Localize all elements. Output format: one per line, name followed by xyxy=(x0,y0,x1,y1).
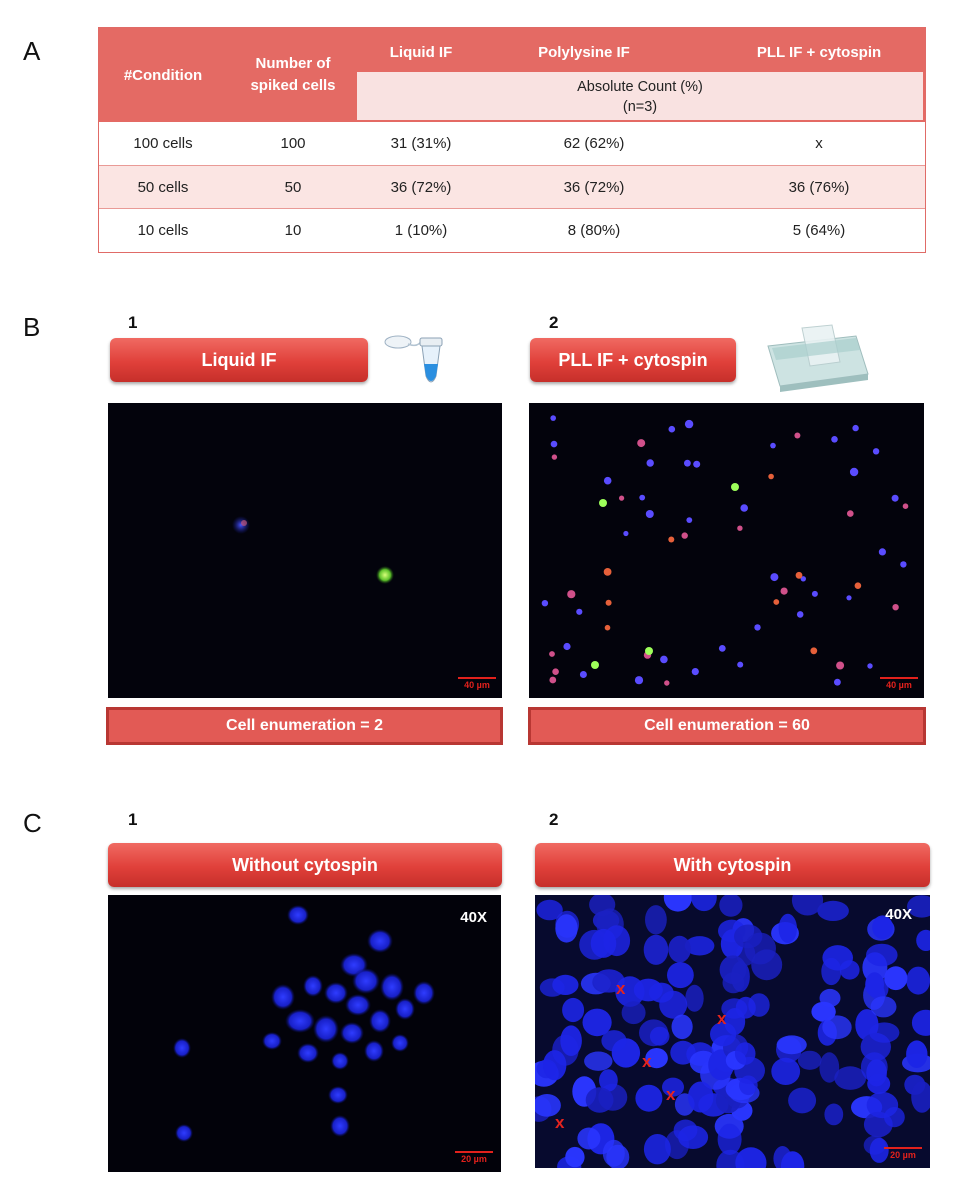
nucleus xyxy=(555,914,577,942)
cell-dot xyxy=(685,420,693,428)
magnification-label: 40X xyxy=(460,909,487,926)
excluded-cell-marker: x xyxy=(666,1085,676,1104)
pll-cytospin-banner: PLL IF + cytospin xyxy=(530,338,736,382)
cell-dot xyxy=(637,439,645,447)
cell-dot xyxy=(692,668,699,675)
nucleus xyxy=(884,966,907,990)
nucleus xyxy=(650,1027,670,1046)
cell-dot xyxy=(605,625,611,631)
magnification-label: 40X xyxy=(885,906,912,923)
cell-spiked: 50 xyxy=(284,179,302,196)
cell-dot xyxy=(847,510,854,517)
excluded-cell-marker: x xyxy=(642,1052,652,1071)
header-spiked-line1: Number of xyxy=(255,55,331,72)
cytospin-slide-icon xyxy=(762,322,874,402)
with-cytospin-micrograph xyxy=(535,895,930,1168)
cell-dot xyxy=(604,568,612,576)
cell-dot xyxy=(669,426,676,433)
cell-dot xyxy=(834,679,841,686)
cell-dot xyxy=(770,443,776,449)
panel-b-2-number: 2 xyxy=(549,313,559,332)
scale-bar-label: 40 µm xyxy=(886,680,912,690)
cell-liquid: 36 (72%) xyxy=(390,179,452,196)
results-table xyxy=(98,27,926,253)
nucleus xyxy=(916,930,930,951)
nucleus xyxy=(540,978,565,996)
nucleus xyxy=(822,1015,851,1039)
cell-dot xyxy=(580,671,587,678)
cell-pll: x xyxy=(815,135,823,152)
pll-cytospin-micrograph xyxy=(529,403,924,698)
cell-dot xyxy=(552,668,559,675)
header-condition: #Condition xyxy=(123,67,203,84)
liquid-if-micrograph xyxy=(108,403,502,698)
nucleus xyxy=(751,949,782,980)
nucleus xyxy=(674,1120,698,1142)
cell-dot xyxy=(768,474,774,480)
cell-pll: 5 (64%) xyxy=(792,222,846,239)
cell-dot xyxy=(810,647,817,654)
absolute-count-subheader xyxy=(357,72,923,120)
scale-bar xyxy=(455,1151,493,1164)
cell-dot xyxy=(606,600,612,606)
cell-polylysine: 62 (62%) xyxy=(563,135,625,152)
panel-c-1-number: 1 xyxy=(128,810,138,829)
table-row xyxy=(99,122,925,165)
nucleus xyxy=(667,962,694,988)
cell-dot xyxy=(550,415,556,421)
cell-dot xyxy=(737,662,743,668)
nucleus xyxy=(586,1087,614,1112)
nucleus xyxy=(820,989,841,1007)
cell-dot xyxy=(682,532,688,538)
cell-dot xyxy=(604,477,612,485)
scale-bar-label: 20 µm xyxy=(890,1150,916,1160)
cell-dot xyxy=(797,611,804,618)
cell-dot xyxy=(668,537,674,543)
cell-dot xyxy=(549,677,556,684)
nucleus xyxy=(591,929,617,958)
nucleus xyxy=(869,1022,899,1042)
cell-dot xyxy=(549,651,555,657)
nucleus xyxy=(577,1128,600,1150)
table-row xyxy=(99,165,925,208)
cell-dot xyxy=(770,573,778,581)
nucleus xyxy=(824,1104,843,1126)
cell-dot xyxy=(693,461,700,468)
cell-dot xyxy=(836,662,844,670)
nucleus xyxy=(688,1082,714,1113)
nucleus xyxy=(798,1051,822,1070)
cell-dot xyxy=(664,680,669,685)
panel-label-c: C xyxy=(23,808,42,838)
header-pll-cytospin: PLL IF + cytospin xyxy=(756,44,882,61)
nucleus xyxy=(536,900,562,921)
nucleus xyxy=(865,972,884,997)
nucleus xyxy=(866,944,898,967)
without-cytospin-banner: Without cytospin xyxy=(108,843,502,887)
cell-pll: 36 (76%) xyxy=(788,179,850,196)
nucleus xyxy=(735,1147,766,1168)
nucleus xyxy=(691,895,717,911)
cell-dot xyxy=(852,425,858,431)
liquid-if-banner: Liquid IF xyxy=(110,338,368,382)
nucleus xyxy=(601,1030,626,1051)
cell-dot xyxy=(855,582,862,589)
cell-dot xyxy=(879,548,886,555)
nucleus xyxy=(543,1050,566,1080)
panel-label-b: B xyxy=(23,312,41,342)
subheader-line2: (n=3) xyxy=(622,99,658,115)
nucleus xyxy=(668,936,691,963)
cell-spiked: 100 xyxy=(280,135,306,152)
excluded-cell-marker: x xyxy=(555,1113,565,1132)
cell-polylysine: 8 (80%) xyxy=(567,222,621,239)
nucleus xyxy=(622,1001,646,1024)
cell-dot xyxy=(831,436,838,443)
cell-dot xyxy=(781,588,788,595)
scale-bar xyxy=(880,677,918,690)
without-cytospin-micrograph xyxy=(108,895,501,1172)
nucleus xyxy=(777,1035,807,1054)
nucleus xyxy=(565,1147,584,1167)
cell-dot xyxy=(873,448,879,454)
cell-dot xyxy=(623,531,628,536)
cell-dot xyxy=(846,595,851,600)
cell-polylysine: 36 (72%) xyxy=(563,179,625,196)
nucleus xyxy=(906,967,930,995)
green-cell-dot xyxy=(645,647,653,655)
cell-dot xyxy=(900,561,906,567)
nucleus xyxy=(562,998,584,1022)
cell-dot xyxy=(719,645,726,652)
cell-dot xyxy=(567,590,575,598)
nucleus xyxy=(788,1088,816,1114)
cell-liquid: 31 (31%) xyxy=(390,135,452,152)
nucleus xyxy=(584,1052,612,1071)
cell-dot xyxy=(686,517,692,523)
green-cell-dot xyxy=(731,483,739,491)
panel-c-2-number: 2 xyxy=(549,810,559,829)
cell-dot xyxy=(635,676,643,684)
cell-dot xyxy=(867,663,872,668)
green-cell-dot xyxy=(599,499,607,507)
nucleus xyxy=(672,1015,693,1040)
nucleus xyxy=(603,1140,625,1167)
cell-dot xyxy=(850,468,858,476)
nucleus xyxy=(912,1010,930,1036)
cell-dot xyxy=(892,604,898,610)
nucleus xyxy=(644,935,669,965)
panel-label-a: A xyxy=(23,36,41,66)
header-spiked-line2: spiked cells xyxy=(250,77,336,94)
header-liquid-if: Liquid IF xyxy=(389,44,453,61)
panel-b-1-number: 1 xyxy=(128,313,138,332)
cell-dot xyxy=(660,656,668,664)
cell-dot xyxy=(647,459,654,466)
scale-bar-label: 40 µm xyxy=(464,680,490,690)
table-row xyxy=(99,208,925,251)
cell-dot xyxy=(576,609,582,615)
cell-spiked: 10 xyxy=(284,222,302,239)
nucleus xyxy=(822,945,853,970)
cell-dot xyxy=(619,496,624,501)
cell-dot xyxy=(892,495,899,502)
excluded-cell-marker: x xyxy=(717,1009,727,1028)
with-cytospin-banner: With cytospin xyxy=(535,843,930,887)
cell-dot xyxy=(542,600,548,606)
cell-condition: 50 cells xyxy=(137,179,189,196)
cell-dot xyxy=(903,503,909,509)
nucleus xyxy=(861,1052,888,1082)
cell-dot xyxy=(737,526,742,531)
nucleus xyxy=(906,1040,927,1068)
microcentrifuge-tube-icon xyxy=(382,330,448,390)
cell-dot xyxy=(740,504,748,512)
scale-bar-label: 20 µm xyxy=(461,1154,487,1164)
green-cell-dot xyxy=(591,661,599,669)
cell-enumeration-liquid: Cell enumeration = 2 xyxy=(106,707,503,745)
subheader-line1: Absolute Count (%) xyxy=(577,79,703,95)
cell-dot xyxy=(639,495,645,501)
cell-condition: 10 cells xyxy=(137,222,189,239)
excluded-cell-marker: x xyxy=(616,979,626,998)
nucleus xyxy=(645,905,667,934)
nucleus xyxy=(734,925,762,949)
nucleus xyxy=(685,985,703,1012)
scale-bar xyxy=(458,677,496,690)
nucleus xyxy=(592,972,617,993)
nucleus xyxy=(664,895,692,912)
cell-dot xyxy=(796,572,803,579)
nucleus xyxy=(867,1092,899,1118)
nucleus xyxy=(644,1134,671,1164)
cell-dot xyxy=(563,643,570,650)
nucleus xyxy=(779,914,797,943)
cell-dot xyxy=(684,460,691,467)
cell-dot xyxy=(812,591,818,597)
cell-condition: 100 cells xyxy=(133,135,193,152)
header-polylysine-if: Polylysine IF xyxy=(538,44,630,61)
cell-enumeration-pll: Cell enumeration = 60 xyxy=(528,707,926,745)
nucleus xyxy=(560,1025,582,1056)
cell-dot xyxy=(794,433,800,439)
scale-bar xyxy=(884,1147,922,1160)
cell-liquid: 1 (10%) xyxy=(394,222,448,239)
nucleus xyxy=(649,983,674,1003)
nucleus xyxy=(719,895,742,917)
cell-dot xyxy=(773,599,779,605)
nucleus xyxy=(735,1042,756,1065)
nucleus xyxy=(771,1058,800,1085)
cell-dot xyxy=(646,510,654,518)
nucleus xyxy=(635,1085,662,1112)
cell-dot xyxy=(552,454,557,459)
nucleus xyxy=(723,972,745,993)
nucleus xyxy=(871,996,897,1017)
cell-dot xyxy=(754,624,760,630)
cell-dot xyxy=(551,441,558,448)
